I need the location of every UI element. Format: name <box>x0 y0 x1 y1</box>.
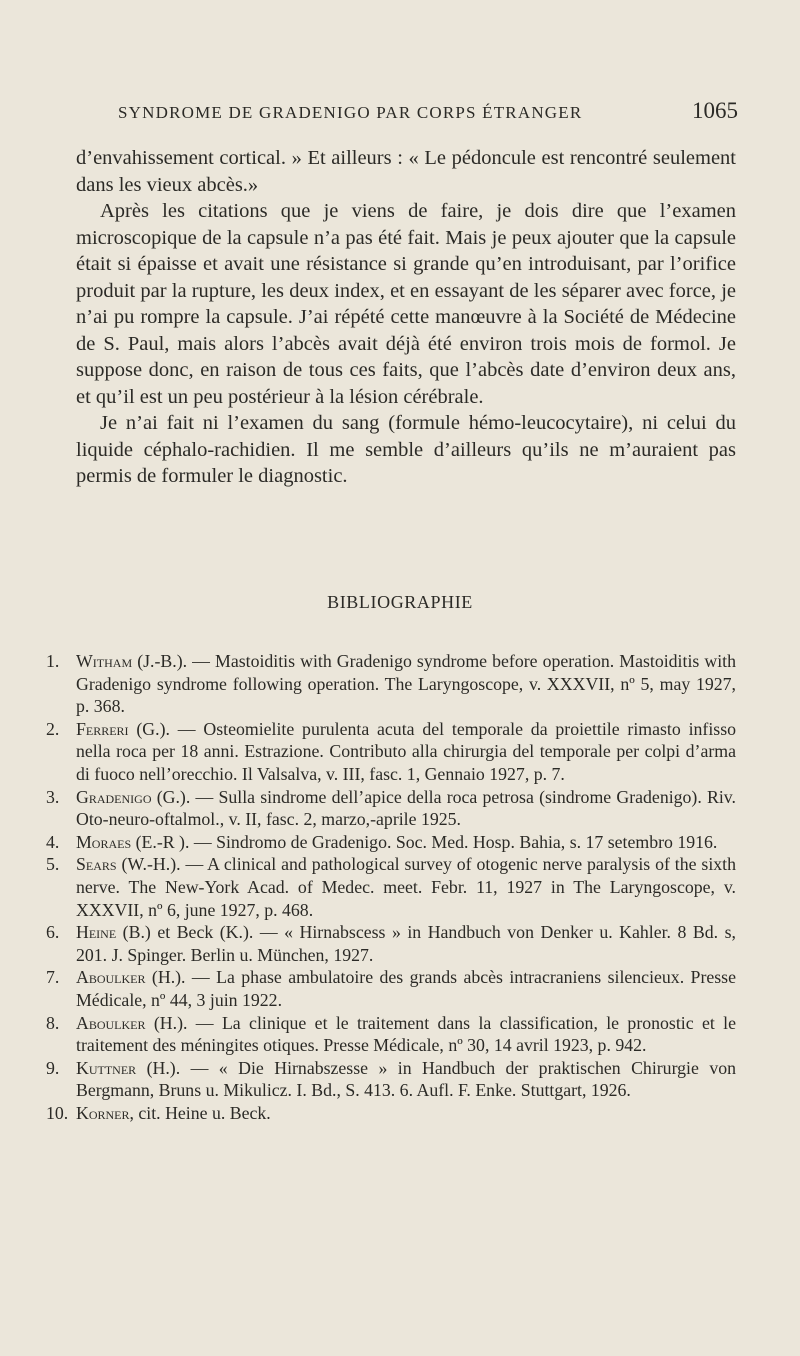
entry-number: 5. <box>46 854 60 875</box>
running-header <box>118 98 738 124</box>
running-title: SYNDROME DE GRADENIGO PAR CORPS ÉTRANGER <box>118 103 583 122</box>
paragraph: d’envahissement cortical. » Et ailleurs : « Le pédoncule est rencontré seulement dans les vieux abcès.» <box>76 147 736 196</box>
bibliography-entry <box>46 831 736 854</box>
entry-text: (B.) et Beck (K.). — « Hirnabscess » in Handbuch von Denker u. Kahler. 8 Bd. s, 201. J. Spinger. Berlin u. München, 1927. <box>76 922 736 965</box>
entry-text: (G.). — Osteomielite purulenta acuta del temporale da proiettile rimasto infisso nella roca per 18 anni. Estrazione. Contributo alla chirurgia del temporale per colpi d’arma di fuoco nell’orecchio. Il Valsalva, v. III, fasc. 1, Gennaio 1927, p. 7. <box>76 718 736 784</box>
paragraph: Après les citations que je viens de faire, je dois dire que l’examen microscopique de la capsule n’a pas été fait. Mais je peux ajouter que la capsule était si épaisse et avait une résistance si grande qu’en introduisant, par l’orifice produit par la rupture, les deux index, et en essayant de les séparer avec force, je n’ai pu rompre la capsule. J’ai répété cette manœuvre à la Société de Médecine de S. Paul, mais alors l’abcès avait déjà été environ trois mois de formol. Je suppose donc, en raison de tous ces faits, que l’abcès date d’environ deux ans, et qu’il est un peu postérieur à la lésion cérébrale. <box>76 200 736 408</box>
entry-number: 2. <box>46 718 60 739</box>
entry-text: (H.). — « Die Hirnabszesse » in Handbuch der praktischen Chirurgie von Bergmann, Bruns u. Mikulicz. I. Bd., S. 413. 6. Aufl. F. Enke. Stuttgart, 1926. <box>76 1057 736 1101</box>
bibliography-list <box>46 650 736 1124</box>
entry-text: (J.-B.). — Mastoiditis with Gradenigo syndrome before operation. Mastoiditis with Gradenigo syndrome following operation. The Laryngoscope, v. XXXVII, nº 5, may 1927, p. 368. <box>76 651 736 717</box>
entry-author: Ferreri <box>76 718 129 739</box>
bibliography-entry <box>46 1057 736 1102</box>
page-number: 1065 <box>692 98 738 123</box>
bibliography-entry <box>46 786 736 831</box>
entry-author: Gradenigo <box>76 786 152 807</box>
entry-text: (H.). — La phase ambulatoire des grands abcès intracraniens silencieux. Presse Médicale, nº 44, 3 juin 1922. <box>76 967 736 1010</box>
bibliography-entry <box>46 650 736 718</box>
entry-number: 10. <box>46 1102 69 1123</box>
entry-number: 4. <box>46 831 60 852</box>
bibliography-entry <box>46 853 736 921</box>
entry-author: Moraes <box>76 831 132 852</box>
bibliography-entry <box>46 718 736 786</box>
bibliography-title: BIBLIOGRAPHIE <box>327 592 473 612</box>
entry-author: Heine <box>76 922 117 943</box>
entry-number: 3. <box>46 786 60 807</box>
entry-number: 1. <box>46 651 60 671</box>
entry-number: 8. <box>46 1012 60 1033</box>
entry-author: Kuttner <box>76 1057 137 1078</box>
entry-author: Aboulker <box>76 967 146 988</box>
entry-author: Witham <box>76 651 133 671</box>
entry-text: , cit. Heine u. Beck. <box>129 1102 271 1123</box>
entry-number: 7. <box>46 967 60 988</box>
body-text <box>76 145 736 490</box>
bibliography-entry <box>46 966 736 1011</box>
entry-author: Korner <box>76 1102 130 1123</box>
entry-text: (H.). — La clinique et le traitement dans la classification, le pronostic et le traitement des méningites otiques. Presse Médicale, nº 30, 14 avril 1923, p. 942. <box>76 1012 736 1056</box>
entry-number: 9. <box>46 1057 60 1078</box>
entry-text: (E.-R ). — Sindromo de Gradenigo. Soc. Med. Hosp. Bahia, s. 17 setembro 1916. <box>131 831 718 852</box>
bibliography-entry <box>46 921 736 966</box>
bibliography-entry <box>46 1102 736 1125</box>
paragraph: Je n’ai fait ni l’examen du sang (formule hémo-leucocytaire), ni celui du liquide céphalo-rachidien. Il me semble d’ailleurs qu’ils ne m’auraient pas permis de formuler le diagnostic. <box>76 412 736 487</box>
bibliography-entry <box>46 1012 736 1057</box>
entry-number: 6. <box>46 922 60 943</box>
entry-text: (G.). — Sulla sindrome dell’apice della roca petrosa (sindrome Gradenigo). Riv. Oto-neuro-oftalmol., v. II, fasc. 2, marzo,-aprile 1925. <box>76 786 736 830</box>
entry-author: Aboulker <box>76 1012 146 1033</box>
entry-author: Sears <box>76 854 117 875</box>
entry-text: (W.-H.). — A clinical and pathological survey of otogenic nerve paralysis of the sixth nerve. The New-York Acad. of Medec. meet. Febr. 11, 1927 in The Laryngoscope, v. XXXVII, nº 6, june 1927, p. 468. <box>76 854 736 920</box>
